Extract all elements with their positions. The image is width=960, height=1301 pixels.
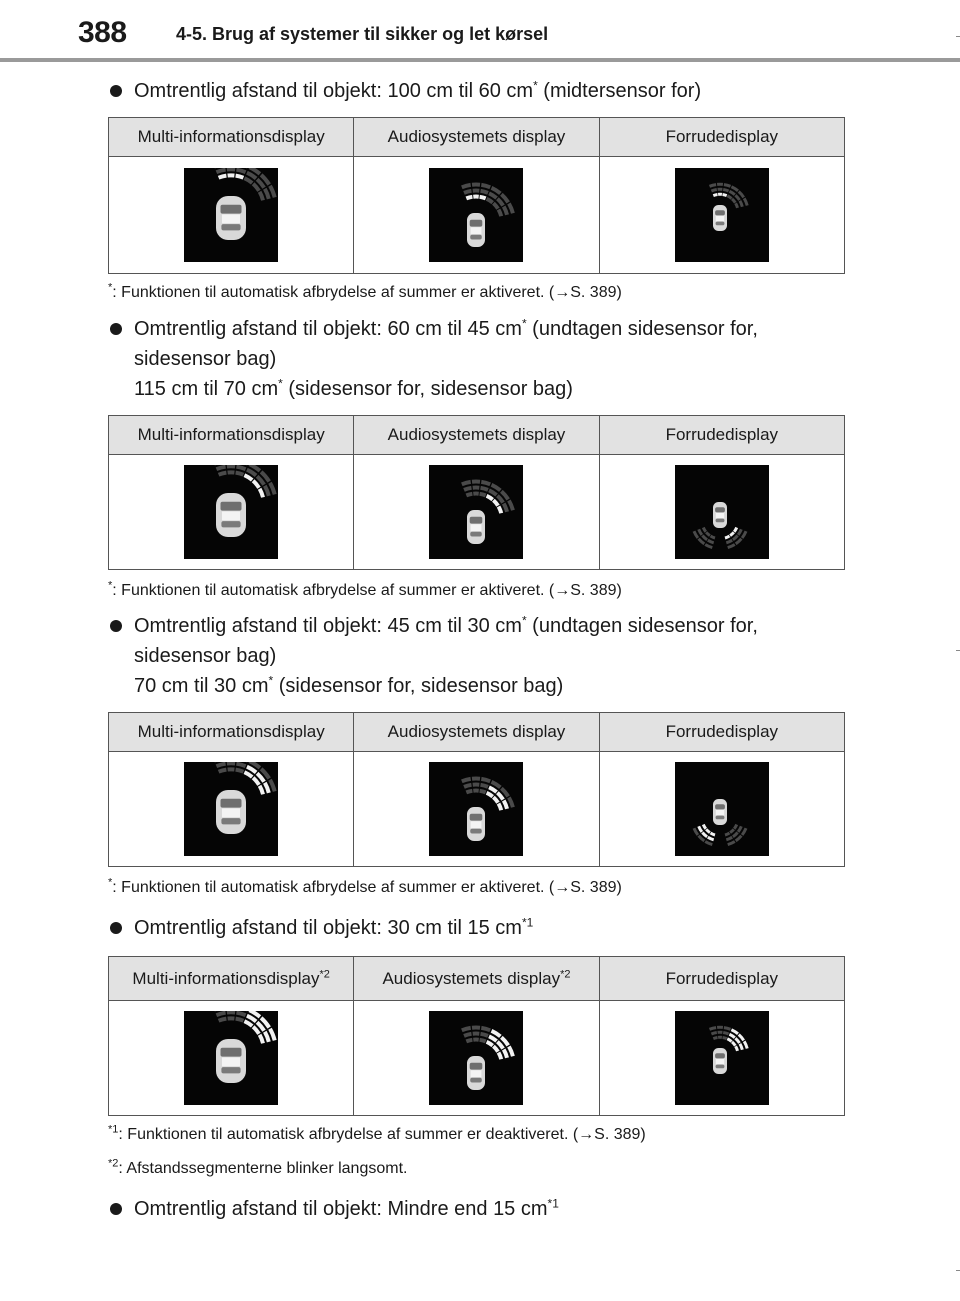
col-audio: Audiosystemets display (354, 118, 599, 157)
col-audio: Audiosystemets display (354, 416, 599, 455)
footnote-3: *: Funktionen til automatisk afbrydelse af summer er aktiveret. (→S. 389) (108, 876, 622, 896)
audio-display-front-right-image (429, 1011, 523, 1105)
bullet-dot-icon (110, 620, 122, 632)
col-head-up: Forrudedisplay (599, 713, 844, 752)
footnote-2: *: Funktionen til automatisk afbrydelse af summer er aktiveret. (→S. 389) (108, 579, 622, 599)
head-up-display-rear-left-image (675, 762, 769, 856)
head-up-display-front-center-image (675, 168, 769, 262)
bullet-dot-icon (110, 1203, 122, 1215)
mid-display-front-center-image (184, 168, 278, 262)
mid-display-front-right-image (184, 762, 278, 856)
mid-display-front-right-image (184, 465, 278, 559)
display-table-60-45 (108, 415, 845, 570)
col-multi-info: Multi-informationsdisplay (109, 713, 354, 752)
head-up-display-front-right-image (675, 1011, 769, 1105)
display-table-30-15 (108, 956, 845, 1116)
mid-display-front-right-image (184, 1011, 278, 1105)
col-audio: Audiosystemets display (354, 713, 599, 752)
bullet-dot-icon (110, 323, 122, 335)
head-up-display-rear-right-image (675, 465, 769, 559)
footnote-4a: $^{*1}$: Funktionen til automatisk afbrydelse af summer er deaktiveret. (→S. 389) (108, 1123, 646, 1143)
col-multi-info: Multi-informationsdisplay (109, 416, 354, 455)
page-header (0, 0, 960, 62)
section-title: 4-5. Brug af systemer til sikker og let kørsel (176, 24, 549, 44)
col-head-up: Forrudedisplay (599, 416, 844, 455)
audio-display-front-center-image (429, 168, 523, 262)
footnote-1: *: Funktionen til automatisk afbrydelse af summer er aktiveret. (→S. 389) (108, 281, 622, 301)
col-multi-info: Multi-informationsdisplay$^{*2}$ (109, 957, 354, 1001)
audio-display-front-right-image (429, 465, 523, 559)
col-head-up: Forrudedisplay (599, 957, 844, 1001)
bullet-distance-30-15: Omtrentlig afstand til objekt: 30 cm til 15 $cm^{*1}$ (110, 913, 870, 943)
bullet-distance-less-15: Omtrentlig afstand til objekt: Mindre end 15 $cm^{*1}$ (110, 1194, 870, 1224)
col-multi-info: Multi-informationsdisplay (109, 118, 354, 157)
bullet-distance-45-30: Omtrentlig afstand til objekt: 45 cm til 30 cm* (undtagen sidesensor for, sidesensor bag) 70 cm til 30 cm* (sidesensor for, sidesensor bag) (110, 611, 870, 701)
col-audio: Audiosystemets display$^{*2}$ (354, 957, 599, 1001)
page-number: 388 (78, 16, 127, 49)
audio-display-front-right-image (429, 762, 523, 856)
bullet-dot-icon (110, 85, 122, 97)
bullet-distance-100-60: Omtrentlig afstand til objekt: 100 cm til 60 cm* (midtersensor for) (110, 76, 870, 106)
bullet-dot-icon (110, 922, 122, 934)
display-table-100-60 (108, 117, 845, 274)
edge-mark (956, 650, 960, 651)
display-table-45-30 (108, 712, 845, 867)
edge-mark (956, 1270, 960, 1271)
footnote-4b: $^{*2}$: Afstandssegmenterne blinker langsomt. (108, 1157, 408, 1177)
edge-mark (956, 36, 960, 37)
col-head-up: Forrudedisplay (599, 118, 844, 157)
header-rule (0, 58, 960, 62)
bullet-distance-60-45: Omtrentlig afstand til objekt: 60 cm til 45 cm* (undtagen sidesensor for, sidesensor bag) 115 cm til 70 cm* (sidesensor for, sidesensor bag) (110, 314, 870, 404)
